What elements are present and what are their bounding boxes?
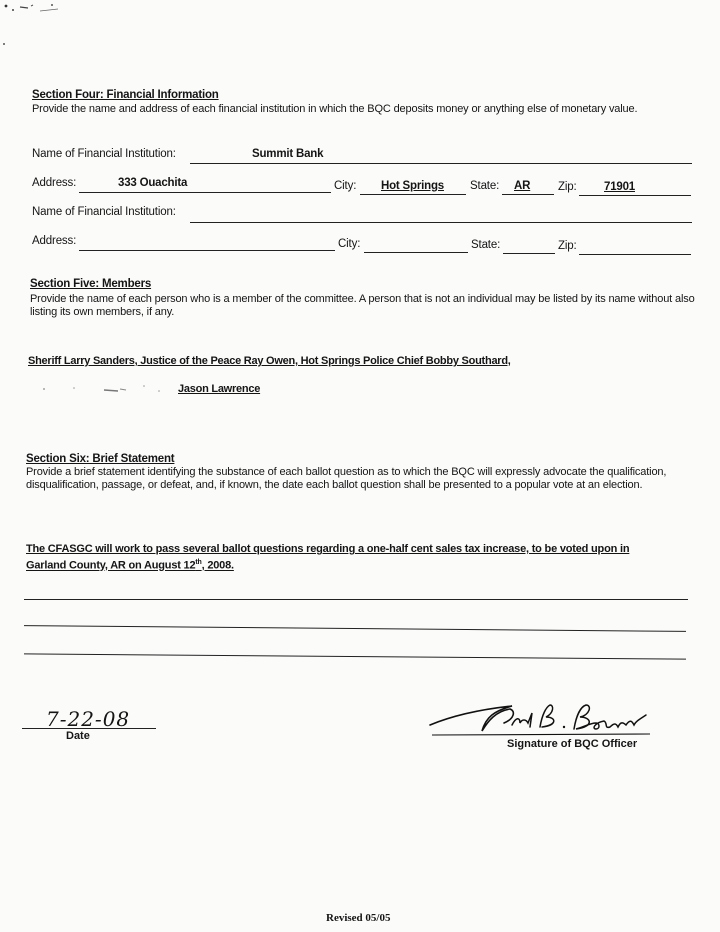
statement-line-1: The CFASGC will work to pass several ballot questions regarding a one-half cent sales tax increase, to be voted upon in bbox=[26, 543, 630, 555]
institution-1-city-value: Hot Springs bbox=[381, 180, 444, 192]
institution-2-name-line bbox=[190, 222, 692, 223]
statement-line-2-text: Garland County, AR on August 12 bbox=[26, 559, 196, 572]
institution-1-name-label: Name of Financial Institution: bbox=[32, 148, 176, 160]
date-handwritten: 7-22-08 bbox=[46, 707, 131, 731]
members-line-2: Jason Lawrence bbox=[178, 383, 261, 395]
institution-2-state-line bbox=[503, 253, 555, 254]
signature-image bbox=[424, 697, 656, 739]
section-six-instruction: Provide a brief statement identifying the substance of each ballot question as to which the BQC will expressly advocate the qualification, disqualification, passage, or defeat, and, if known, the date each ballot question shall be presented to a popular vote at an election. bbox=[26, 466, 667, 491]
section-five-instruction: Provide the name of each person who is a member of the committee. A person that is not an individual may be listed by its name without also listing its own members, if any. bbox=[30, 293, 695, 318]
statement-line-2 bbox=[26, 556, 234, 573]
section-six-title: Section Six: Brief Statement bbox=[26, 453, 175, 465]
institution-2-zip-label: Zip: bbox=[558, 240, 577, 252]
institution-2-address-label: Address: bbox=[32, 235, 77, 247]
statement-superscript: th bbox=[195, 559, 202, 566]
statement-blank-line-2 bbox=[24, 625, 686, 632]
date-line bbox=[22, 728, 156, 729]
institution-1-city-label: City: bbox=[334, 180, 357, 192]
statement-blank-line-1 bbox=[24, 599, 688, 600]
scan-smudge bbox=[34, 380, 174, 396]
institution-1-name-line bbox=[190, 163, 692, 164]
signature-label: Signature of BQC Officer bbox=[507, 738, 638, 750]
statement-blank-line-3 bbox=[24, 653, 686, 659]
institution-1-zip-label: Zip: bbox=[558, 181, 577, 193]
institution-1-state-value: AR bbox=[514, 180, 531, 192]
institution-1-city-line bbox=[360, 194, 466, 195]
institution-2-address-line bbox=[79, 250, 335, 251]
section-five-title: Section Five: Members bbox=[30, 278, 152, 290]
institution-2-state-label: State: bbox=[471, 239, 501, 251]
institution-1-address-line bbox=[79, 192, 331, 193]
section-four-instruction: Provide the name and address of each financial institution in which the BQC deposits money or anything else of monetary value. bbox=[32, 103, 638, 115]
revised-footer: Revised 05/05 bbox=[326, 912, 391, 924]
section-four-title: Section Four: Financial Information bbox=[32, 89, 219, 101]
institution-1-state-line bbox=[502, 194, 554, 195]
scan-artifact bbox=[0, 0, 80, 50]
institution-1-address-label: Address: bbox=[32, 177, 77, 189]
institution-2-zip-line bbox=[579, 254, 691, 255]
institution-1-name-value: Summit Bank bbox=[252, 148, 324, 160]
institution-1-state-label: State: bbox=[470, 180, 500, 192]
date-label: Date bbox=[66, 730, 90, 742]
institution-2-name-label: Name of Financial Institution: bbox=[32, 206, 176, 218]
institution-2-city-label: City: bbox=[338, 238, 361, 250]
institution-1-zip-value: 71901 bbox=[604, 181, 635, 193]
members-line-1: Sheriff Larry Sanders, Justice of the Peace Ray Owen, Hot Springs Police Chief Bobby Southard, bbox=[28, 355, 511, 367]
statement-line-2-end: , 2008. bbox=[201, 559, 234, 572]
institution-2-city-line bbox=[364, 252, 468, 253]
institution-1-zip-line bbox=[579, 195, 691, 196]
institution-1-address-value: 333 Ouachita bbox=[118, 177, 188, 189]
